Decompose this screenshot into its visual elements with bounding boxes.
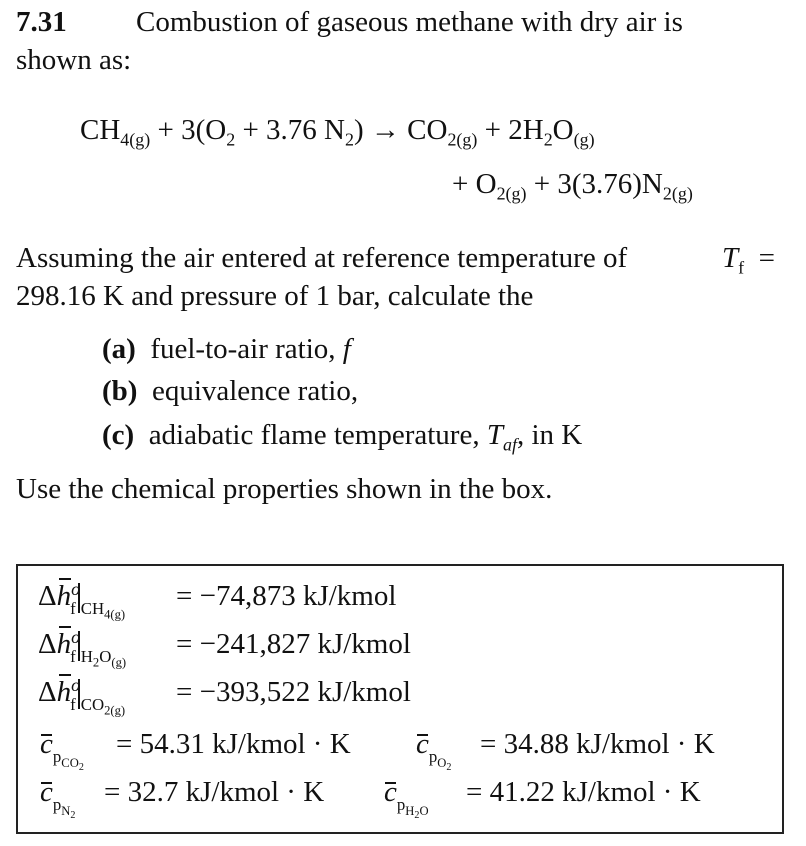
hf-ch4-row: $\Delta h^o_f$ $_{CH_{4(g)}}$	[38, 579, 126, 622]
cp-o2-value: = 34.88 kJ/kmol · K	[480, 728, 715, 760]
cp-co2-value: = 54.31 kJ/kmol · K	[116, 728, 351, 760]
equation-line-2: + $O_{2(g)} + 3(3.76)N_{2(g)}$	[452, 168, 693, 204]
hf-ch4-value: = −74,873 kJ/kmol	[176, 580, 397, 612]
cp-co2-label: $c_{p_{CO_2}}$	[40, 728, 84, 773]
paragraph-line-1: Assuming the air entered at reference temperature of	[16, 242, 628, 274]
part-b: (b) equivalence ratio,	[102, 375, 359, 407]
equation-line-1: $CH_{4(g)} + 3(O_2 + 3.76$ $N_2) \to CO_{2(g)} + 2H_2O_{(g)}$	[80, 114, 595, 150]
problem-header	[16, 6, 67, 39]
part-c: (c) adiabatic flame temperature, $T_{af}$, in K	[102, 419, 583, 455]
paragraph-line-2: 298.16 K and pressure of 1 bar, calculate the	[16, 280, 534, 312]
hf-co2-row: $\Delta h^o_f$ $_{CO_{2(g)}}$	[38, 675, 126, 718]
hf-co2-value: = −393,522 kJ/kmol	[176, 676, 411, 708]
intro-text: Combustion of gaseous methane with dry air is	[136, 6, 683, 38]
hf-h2o-row: $\Delta h^o_f$ $_{H_2O_{(g)}}$	[38, 627, 127, 670]
cp-n2-label: $c_{p_{N_2}}$	[40, 776, 76, 821]
problem-number: 7.31	[16, 6, 67, 38]
hf-h2o-value: = −241,827 kJ/kmol	[176, 628, 411, 660]
closing-text: Use the chemical properties shown in the box.	[16, 473, 553, 505]
reference-temperature: $T_f$ =	[722, 242, 775, 278]
cp-o2-label: $c_{p_{O_2}}$	[416, 728, 452, 773]
cp-h2o-value: = 41.22 kJ/kmol · K	[466, 776, 701, 808]
cp-h2o-label: $c_{p_{H_2O}}$	[384, 776, 429, 821]
intro-text-line2: shown as:	[16, 44, 132, 76]
cp-n2-value: = 32.7 kJ/kmol · K	[104, 776, 325, 808]
part-a: (a) fuel-to-air ratio, f	[102, 333, 351, 365]
